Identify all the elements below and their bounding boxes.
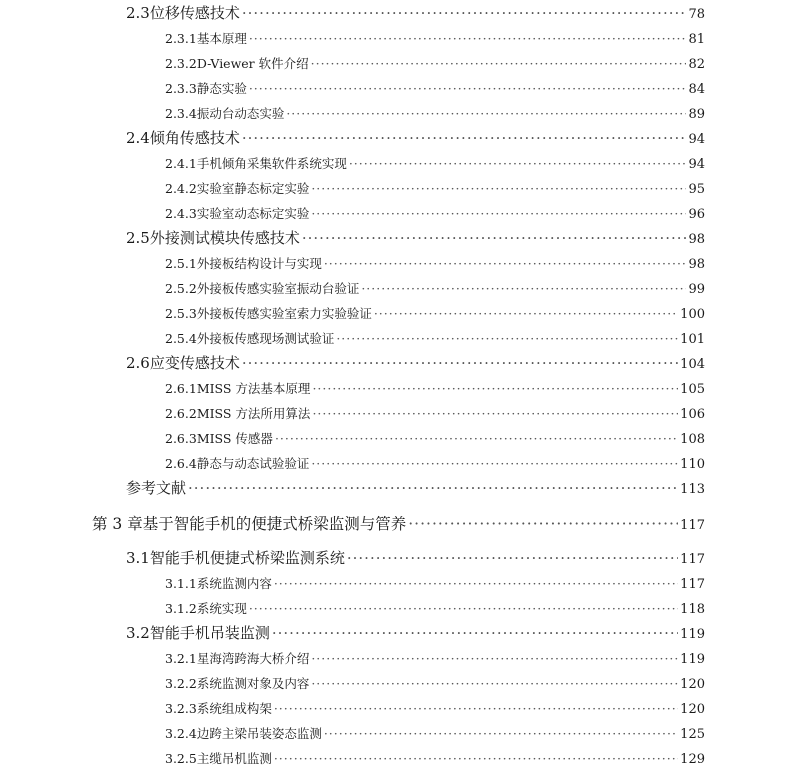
toc-entry-title: 静态与动态试验验证 [196, 456, 310, 471]
dot-leader [311, 56, 687, 71]
toc-entry-page: 106 [680, 407, 705, 422]
toc-entry-number: 2.6.4 [165, 456, 197, 471]
dot-leader [249, 601, 678, 616]
dot-leader [242, 354, 678, 372]
toc-entry-subsection[interactable] [165, 724, 705, 742]
dot-leader [324, 256, 687, 271]
toc-entry-number: 3.1.2 [165, 601, 197, 616]
toc-entry-section[interactable] [126, 227, 705, 248]
toc-entry-number: 2.5.4 [165, 331, 197, 346]
toc-entry-page: 82 [688, 57, 705, 72]
toc-entry-section[interactable] [126, 622, 705, 643]
toc-entry-subsection[interactable] [165, 454, 705, 472]
toc-entry-title: MISS 方法所用算法 [196, 406, 311, 421]
toc-entry-number: 2.3 [126, 4, 150, 22]
toc-entry-subsection[interactable] [165, 179, 705, 197]
toc-entry-number: 第 3 章 [92, 515, 143, 533]
toc-entry-page: 119 [680, 652, 705, 667]
toc-entry-title: 实验室动态标定实验 [196, 206, 310, 221]
toc-entry-title: 外接板结构设计与实现 [196, 256, 322, 271]
dot-leader [408, 515, 678, 533]
toc-entry-title: MISS 方法基本原理 [196, 381, 311, 396]
toc-entry-references[interactable] [126, 477, 705, 498]
dot-leader [242, 129, 687, 147]
toc-entry-title: D-Viewer 软件介绍 [196, 56, 309, 71]
toc-entry-page: 98 [688, 257, 705, 272]
dot-leader [336, 331, 678, 346]
toc-entry-title: 静态实验 [196, 81, 247, 96]
dot-leader [275, 431, 678, 446]
toc-entry-section[interactable] [126, 352, 705, 373]
toc-entry-number: 3.1.1 [165, 576, 197, 591]
toc-entry-page: 98 [688, 232, 705, 247]
toc-entry-section[interactable] [126, 547, 705, 568]
toc-entry-page: 104 [680, 357, 705, 372]
toc-entry-subsection[interactable] [165, 429, 705, 447]
toc-entry-number: 3.2.5 [165, 751, 197, 766]
toc-entry-subsection[interactable] [165, 304, 705, 322]
toc-entry-title: 智能手机便捷式桥梁监测系统 [149, 549, 345, 567]
toc-entry-title: 系统监测对象及内容 [196, 676, 310, 691]
toc-entry-page: 94 [688, 132, 705, 147]
toc-entry-number: 2.3.4 [165, 106, 197, 121]
toc-entry-title: 手机倾角采集软件系统实现 [196, 156, 347, 171]
toc-entry-title: 外接板传感实验室索力实验验证 [196, 306, 372, 321]
dot-leader [274, 701, 678, 716]
toc-entry-page: 101 [680, 332, 705, 347]
dot-leader [312, 381, 678, 396]
toc-entry-number: 2.3.2 [165, 56, 197, 71]
toc-entry-subsection[interactable] [165, 379, 705, 397]
dot-leader [242, 4, 687, 22]
dot-leader [349, 156, 687, 171]
toc-entry-number: 2.3.1 [165, 31, 197, 46]
toc-entry-title: 系统组成构架 [196, 701, 272, 716]
toc-entry-subsection[interactable] [165, 749, 705, 767]
toc-entry-page: 100 [680, 307, 705, 322]
toc-entry-page: 118 [680, 602, 705, 617]
toc-entry-title: 星海湾跨海大桥介绍 [196, 651, 310, 666]
toc-entry-title: 倾角传感技术 [149, 129, 240, 147]
toc-entry-subsection[interactable] [165, 204, 705, 222]
toc-entry-page: 120 [680, 677, 705, 692]
toc-entry-title: 外接板传感实验室振动台验证 [196, 281, 360, 296]
toc-entry-page: 108 [680, 432, 705, 447]
toc-entry-page: 113 [680, 482, 705, 497]
toc-entry-subsection[interactable] [165, 279, 705, 297]
dot-leader [347, 549, 678, 567]
toc-entry-page: 125 [680, 727, 705, 742]
toc-entry-section[interactable] [126, 2, 705, 23]
toc-entry-title: 外接测试模块传感技术 [149, 229, 300, 247]
toc-entry-title: MISS 传感器 [196, 431, 273, 446]
toc-entry-number: 2.5 [126, 229, 150, 247]
toc-entry-subsection[interactable] [165, 699, 705, 717]
toc-entry-number: 3.1 [126, 549, 150, 567]
toc-entry-page: 78 [688, 7, 705, 22]
toc-entry-subsection[interactable] [165, 79, 705, 97]
toc-entry-title: 振动台动态实验 [196, 106, 285, 121]
toc-entry-number: 2.5.2 [165, 281, 197, 296]
dot-leader [274, 576, 678, 591]
toc-entry-number: 3.2 [126, 624, 150, 642]
toc-entry-number: 2.4.1 [165, 156, 197, 171]
toc-entry-title: 应变传感技术 [149, 354, 240, 372]
toc-entry-number: 2.6.3 [165, 431, 197, 446]
toc-entry-title: 系统监测内容 [196, 576, 272, 591]
toc-entry-page: 105 [680, 382, 705, 397]
dot-leader [311, 651, 678, 666]
toc-entry-title: 参考文献 [126, 479, 187, 497]
toc-entry-subsection[interactable] [165, 674, 705, 692]
toc-entry-title: 系统实现 [196, 601, 247, 616]
toc-entry-subsection[interactable] [165, 649, 705, 667]
dot-leader [311, 676, 678, 691]
dot-leader [311, 181, 686, 196]
toc-entry-title: 基于智能手机的便捷式桥梁监测与管养 [142, 515, 407, 533]
dot-leader [312, 406, 678, 421]
toc-entry-page: 99 [688, 282, 705, 297]
toc-entry-number: 2.6.1 [165, 381, 197, 396]
toc-entry-number: 3.2.4 [165, 726, 197, 741]
dot-leader [274, 751, 678, 766]
toc-entry-number: 2.3.3 [165, 81, 197, 96]
dot-leader [311, 206, 686, 221]
toc-entry-page: 84 [688, 82, 705, 97]
dot-leader [361, 281, 686, 296]
toc-entry-subsection[interactable] [165, 404, 705, 422]
toc-entry-page: 89 [688, 107, 705, 122]
toc-entry-page: 94 [688, 157, 705, 172]
dot-leader [188, 479, 678, 497]
toc-entry-subsection[interactable] [165, 574, 705, 592]
toc-entry-page: 117 [680, 577, 705, 592]
toc-entry-page: 117 [680, 552, 705, 567]
toc-entry-page: 96 [688, 207, 705, 222]
toc-entry-number: 3.2.1 [165, 651, 197, 666]
dot-leader [272, 624, 678, 642]
dot-leader [302, 229, 687, 247]
toc-entry-subsection[interactable] [165, 254, 705, 272]
toc-entry-page: 95 [688, 182, 705, 197]
toc-entry-number: 2.4.3 [165, 206, 197, 221]
toc-entry-title: 实验室静态标定实验 [196, 181, 310, 196]
toc-entry-subsection[interactable] [165, 29, 705, 47]
dot-leader [286, 106, 686, 121]
toc-entry-number: 2.6.2 [165, 406, 197, 421]
toc-entry-page: 120 [680, 702, 705, 717]
toc-entry-title: 位移传感技术 [149, 4, 240, 22]
toc-entry-subsection[interactable] [165, 329, 705, 347]
dot-leader [324, 726, 678, 741]
toc-entry-subsection[interactable] [165, 599, 705, 617]
toc-entry-page: 129 [680, 752, 705, 767]
toc-entry-page: 117 [680, 518, 705, 533]
toc-entry-title: 主缆吊机监测 [196, 751, 272, 766]
toc-entry-page: 110 [680, 457, 705, 472]
toc-entry-number: 2.4 [126, 129, 150, 147]
toc-entry-chapter[interactable] [92, 512, 705, 534]
toc-entry-number: 2.6 [126, 354, 150, 372]
toc-entry-page: 119 [680, 627, 705, 642]
toc-entry-page: 81 [688, 32, 705, 47]
dot-leader [249, 81, 687, 96]
dot-leader [311, 456, 678, 471]
toc-entry-number: 3.2.3 [165, 701, 197, 716]
dot-leader [249, 31, 687, 46]
toc-entry-number: 2.5.1 [165, 256, 197, 271]
toc-entry-title: 外接板传感现场测试验证 [196, 331, 335, 346]
toc-entry-title: 基本原理 [196, 31, 247, 46]
dot-leader [374, 306, 678, 321]
toc-entry-number: 2.5.3 [165, 306, 197, 321]
toc-entry-subsection[interactable] [165, 54, 705, 72]
toc-entry-title: 边跨主梁吊装姿态监测 [196, 726, 322, 741]
toc-entry-section[interactable] [126, 127, 705, 148]
toc-entry-subsection[interactable] [165, 104, 705, 122]
toc-entry-number: 3.2.2 [165, 676, 197, 691]
toc-entry-title: 智能手机吊装监测 [149, 624, 270, 642]
toc-entry-number: 2.4.2 [165, 181, 197, 196]
toc-entry-subsection[interactable] [165, 154, 705, 172]
